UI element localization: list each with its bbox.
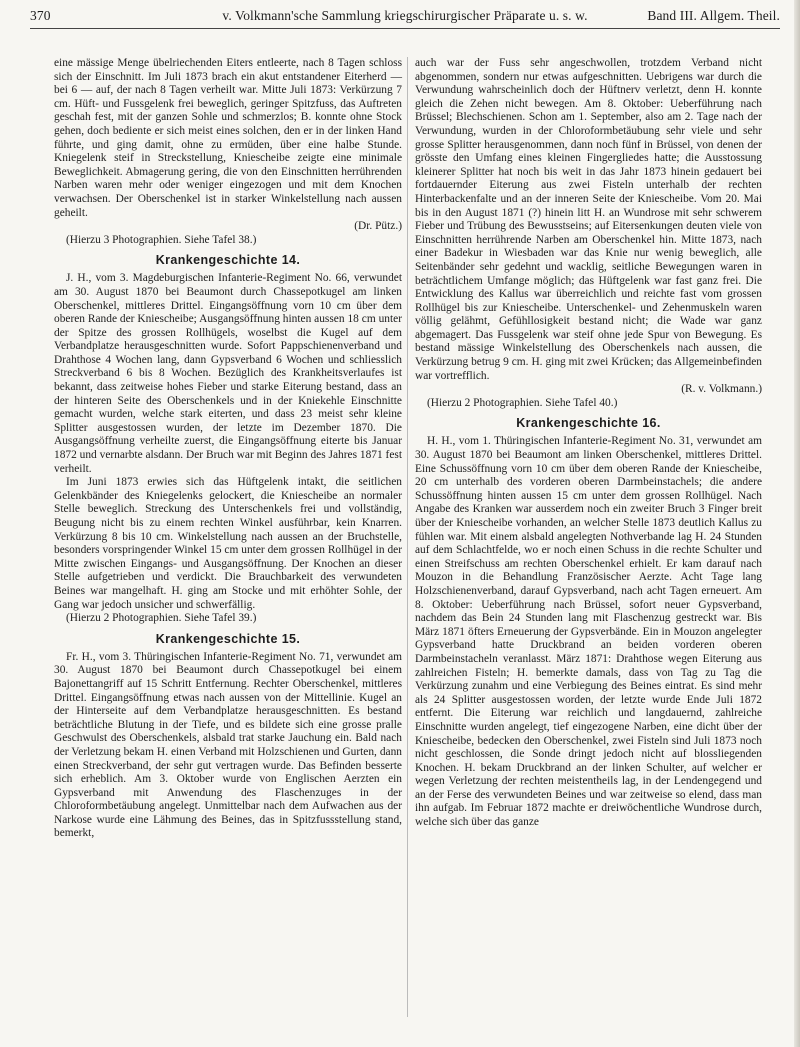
case-heading-15: Krankengeschichte 15. [155,631,301,646]
running-title: v. Volkmann'sche Sammlung kriegschirurgischer Präparate u. s. w. [222,8,588,23]
left-column [54,57,402,841]
header-rule [30,28,780,29]
figure-reference: (Hierzu 2 Photographien. Siehe Tafel 40.) [427,396,618,409]
page-number: 370 [30,8,51,23]
figure-reference: (Hierzu 3 Photographien. Siehe Tafel 38.) [66,233,257,246]
paragraph: auch war der Fuss sehr angeschwollen, trotzdem Verband nicht abgenommen, sondern nur etwas aufgeschnitten. Uebrigens war durch die Verwundung wahrscheinlich doch der Hüftnerv verletzt, denn H. konnte gleich die Zehen nicht bewegen. Am 8. Oktober: Ueberführung nach Brüssel; Blechschienen. Schon am 1. September, also am 2. Tage nach der Verwundung, wurden in der Chloroformbetäubung sehr viele und sehr grosse Splitter herausgenommen, dann noch fünf in Brüssel, von denen der grösste den Umfang eines kleinen Fingergliedes hatte; die Ausstossung kleinerer Splitter hat noch bis weit in das Jahr 1873 hinein gedauert bei fortdauernder Eiterung aus zwei Fisteln unterhalb der rechten Hinterbackenfalte und an der inneren Seite der Kniescheibe. Vom 20. Mai bis in den August 1871 (?) hinein litt H. an Wundrose mit sehr schwerem Fieber und Trübung des Bewusstseins; auf Eitersenkungen deuten viele von Einschnitten herrührende Narben am Oberschenkel hin. Mitte 1873, nach einer Badekur in Wiesbaden war das Knie nur wenig beweglich, alle Seitenbänder sehr gedehnt und wacklig, seitliche Bewegungen waren in beträchtlichem Umfange möglich; das Hüftgelenk war fast ganz frei. Die Entwicklung des Kallus war überreichlich und reichte fast vom grossen Rollhügel bis zur Kniescheibe. Unterschenkel- und Zehenmuskeln waren völlig gelähmt, Gefühllosigkeit bestand nicht; die Wade war ganz abgemagert. Das Fussgelenk war steif ohne jede Spur von Bewegung. Es bestand mässige Winkelstellung des Oberschenkels nach aussen, die Verkürzung betrug 9 cm. H. ging mit zwei Krücken; das Allgemeinbefinden war vortrefflich. [415,57,762,382]
case-heading-16: Krankengeschichte 16. [516,416,661,431]
right-column [415,57,762,830]
paragraph: Im Juni 1873 erwies sich das Hüftgelenk intakt, die seitlichen Gelenkbänder des Kniegelenks gelockert, die Kniescheibe an normaler Stelle beweglich. Streckung des Unterschenkels frei und vollständig, Beugung nicht bis zu einem rechten Winkel ausführbar, kein Knarren. Verkürzung 8 bis 10 cm. Winkelstellung nach aussen an der Bruchstelle, besonders vorspringender Winkel 15 cm unter dem grossen Rollhügel in der Mitte zwischen Eingangs- und Ausgangsöffnung. Der Knochen an dieser Stelle aufgetrieben und verdickt. Die Brauchbarkeit des verwundeten Beines war mangelhaft. H. ging am Stocke und mit erhöhter Sohle, der Gang war jedoch unsicher und schwerfällig. [54,476,402,611]
running-header [30,4,780,28]
paragraph: Fr. H., vom 3. Thüringischen Infanterie-Regiment No. 71, verwundet am 30. August 1870 bei Beaumont durch Chassepotkugel bei einem Bajonettangriff auf 15 Schritt Entfernung. Rechter Oberschenkel, mittleres Drittel. Eingangsöffnung etwas nach aussen von der Mittellinie. Kugel an der Hinterseite auf dem Verbandplatze herausgeschnitten. Es bestand beträchtliche Blutung in der Tiefe, und es bildete sich eine grosse pralle Geschwulst des Oberschenkels, alsbald trat starke Jauchung ein. Bald nach der Verletzung bekam H. einen Verband mit Holzschienen und Gurten, dann einen Streckverband, der sehr gut vertragen wurde. Das Befinden besserte sich erheblich. Am 3. Oktober wurde von Englischen Aerzten ein Gypsverband mit Anwendung des Flaschenzuges in der Chloroformbetäubung angelegt. Unmittelbar nach dem Aufwachen aus der Narkose wurde eine Lähmung des Beines, das in Spitzfussstellung stand, bemerkt, [54,650,402,840]
column-divider [407,57,408,1017]
paragraph: H. H., vom 1. Thüringischen Infanterie-Regiment No. 31, verwundet am 30. August 1870 bei Beaumont am linken Oberschenkel, mittleres Drittel. Eine Schussöffnung vorn 10 cm über dem oberen Rande der Kniescheibe, 20 cm unterhalb des vorderen oberen Darmbeinstachels; die andere Schussöffnung hinten aussen 15 cm unter dem grossen Rollhügel. Nach Angabe des Kranken war ausserdem noch ein zweiter Bruch 3 Finger breit über der Kniescheibe vorhanden, an welcher Stelle 1873 deutlich Kallus zu fühlen war. Mit einem alsbald angelegten Nothverbande lag H. 24 Stunden auf dem Schlachtfelde, wo er noch einen Schuss in die rechte Schulter und einen Streifschuss am rechten Oberschenkel erhielt. Er kam darauf nach Mouzon in die Behandlung Französischer Aerzte. Acht Tage lang Holzschienenverband, darauf Gypsverband, nach acht Tagen erneuert. Am 8. Oktober: Ueberführung nach Brüssel, sofort neuer Gypsverband, nachdem das Bein 24 Stunden lang mit Flaschenzug gestreckt war. Bis März 1871 öfters Erneuerung der Gypsverbände. Ein in Mouzon angelegter Gypsverband hatte Druckbrand an beiden vorderen oberen Darmbeinstacheln veranlasst. März 1871: Drahthose wegen Eiterung aus zahlreichen Fisteln; H. bemerkte damals, dass von Tag zu Tag die Verkürzung zunahm und eine Verbiegung des Beines eintrat. Es sind mehr als 24 Splitter ausgestossen worden, der letzte wurde Ende Juli 1872 entfernt. Die Eiterung war reichlich und langdauernd, zahlreiche Einschnitte wurden angelegt, tief eingezogene Narben, eine dicht über der Kniescheibe, bedecken den Oberschenkel, zwei Fisteln sind Juli 1873 noch nicht geschlossen, die Sonde dringt jedoch nicht auf blossliegenden Knochen. H. bekam Druckbrand an der linken Schulter, auf welcher er wegen Verletzung der rechten meistentheils lag, in der Lendengegend und an der Ferse des verwundeten Beines und war zeitweise so elend, dass man ihn aufgab. Im Februar 1872 machte er dreiwöchentliche Wundrose durch, welche sich über das ganze [415,435,762,829]
figure-reference: (Hierzu 2 Photographien. Siehe Tafel 39.) [66,612,257,625]
paragraph: eine mässige Menge übelriechenden Eiters entleerte, nach 8 Tagen schloss sich der Einschnitt. Im Juli 1873 brach ein akut entstandener Eiterherd — bei 6 — auf, der nach 8 Tagen verheilt war. Mitte Juli 1873: Verkürzung 7 cm. Hüft- und Fussgelenk frei beweglich, geringer Spitzfuss, das Auftreten geschah fest, mit der ganzen Sohle und schmerzlos; B. konnte ohne Stock gehen, doch bediente er sich meist eines solchen, den er in der linken Hand führte, und ging damit, ohne zu ermüden, über eine halbe Stunde. Kniegelenk steif in Streckstellung, Kniescheibe zeigte eine minimale Beweglichkeit. Abmagerung gering, die von den Einschnitten herrührenden Narben waren mehr oder weniger eingezogen und mit dem Knochen verwachsen. Der Oberschenkel ist in starker Winkelstellung nach aussen geheilt. [54,57,402,219]
author-signature: (R. v. Volkmann.) [681,383,762,396]
page-edge [794,0,800,1047]
paragraph: J. H., vom 3. Magdeburgischen Infanterie-Regiment No. 66, verwundet am 30. August 1870 bei Beaumont durch Chassepotkugel am linken Oberschenkel, mittleres Drittel. Eingangsöffnung vorn 10 cm über dem oberen Rande der Kniescheibe; Ausgangsöffnung hinten aussen 18 cm unter der Spitze des grossen Rollhügels, woselbst die Kugel auf dem Verbandplatze herausgeschnitten wurde. Sofort Pappschienenverband und Drahthose 4 Wochen lang, dann Gypsverband 6 Wochen und schliesslich Streckverband 6 bis 8 Wochen. Bezüglich des Krankheitsverlaufes ist bekannt, dass zeitweise hohes Fieber und starke Eiterung bestand, dass an der hinteren Seite des Oberschenkels und in der Kniekehle Einschnitte gemacht wurden, welche stark eiterten, und dass 23 meist sehr kleine Splitter ausgestossen wurden, der letzte im Dezember 1870. Die Ausgangsöffnung verheilte zuerst, die Eingangsöffnung eiterte bis Januar 1872 und vernarbte alsdann. Der Bruch war mit Beginn des Jahres 1871 fest verheilt. [54,272,402,475]
case-heading-14: Krankengeschichte 14. [155,253,301,268]
volume-title: Band III. Allgem. Theil. [647,8,780,23]
author-signature: (Dr. Pütz.) [354,220,402,233]
